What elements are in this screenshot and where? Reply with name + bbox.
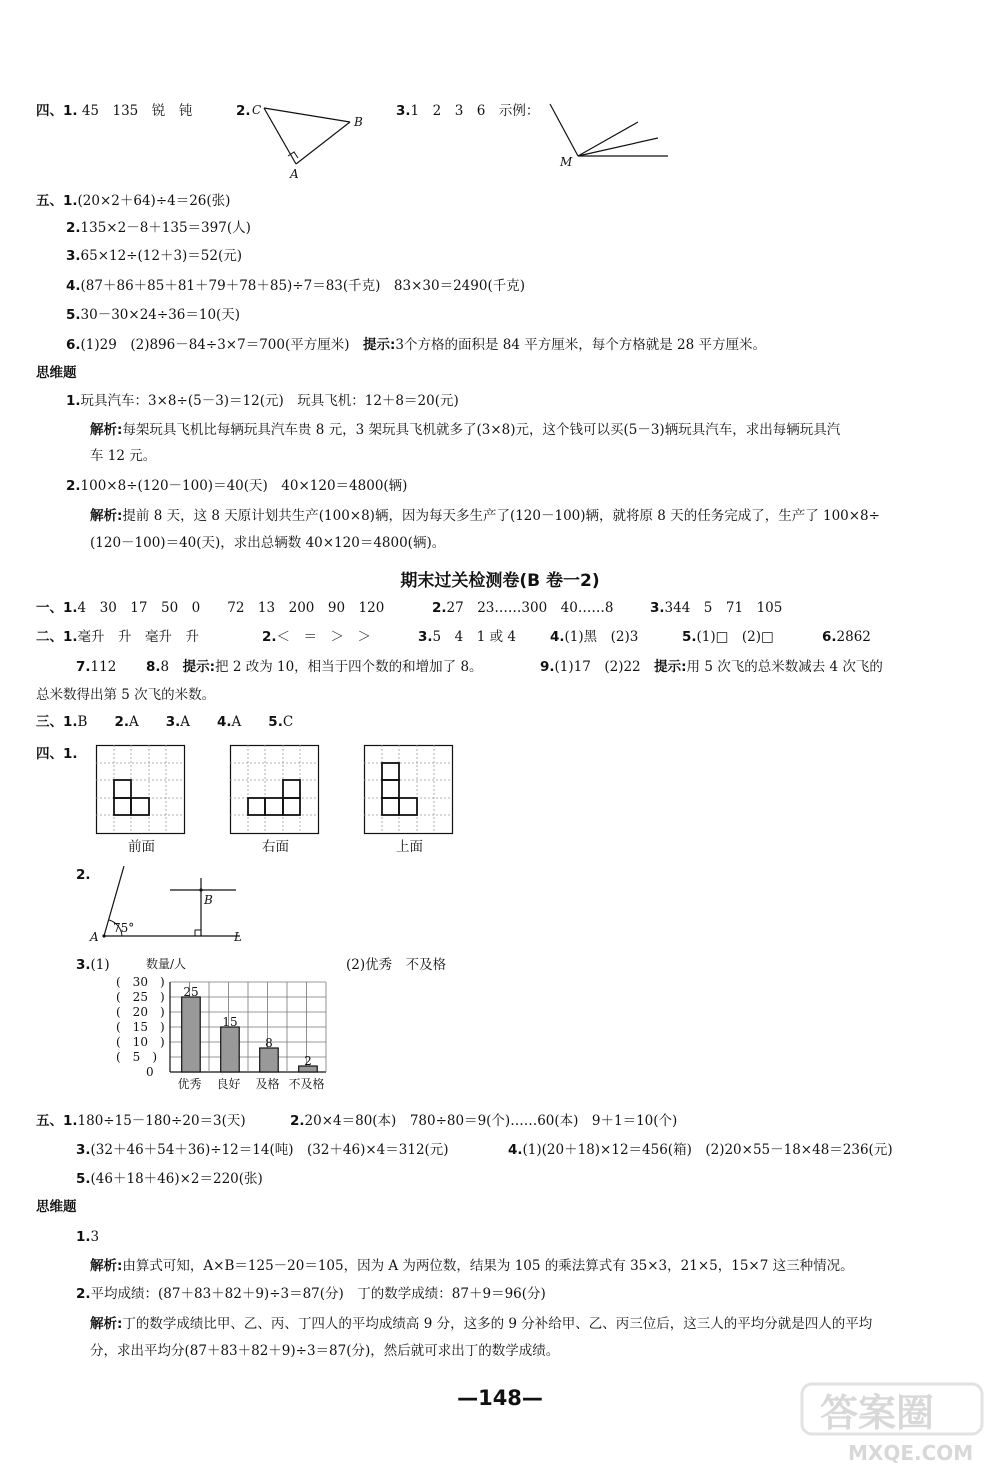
sec4-q3: 3.1 2 3 6 示例： bbox=[396, 103, 540, 119]
b-sec1-q3: 3.344 5 71 105 bbox=[650, 600, 783, 616]
b-sec4-q3: 3.(1) bbox=[76, 957, 110, 973]
bar-及格 bbox=[260, 1048, 279, 1072]
sec5-q2: 2.135×2－8＋135＝397(人) bbox=[66, 220, 251, 236]
sec5-q4: 4.(87＋86＋85＋81＋79＋78＋85)÷7＝83(千克) 83×30＝2490(千克) bbox=[66, 278, 525, 294]
angle-figure bbox=[90, 864, 260, 949]
triangle-figure bbox=[250, 100, 370, 180]
page-number: —148— bbox=[457, 1386, 543, 1410]
y-tick-label: 0 bbox=[146, 1065, 154, 1079]
think2-heading: 思维题 bbox=[36, 1199, 77, 1215]
bar-value-label: 8 bbox=[265, 1036, 273, 1050]
y-tick-label: ( 10 ) bbox=[116, 1035, 165, 1049]
tri-label-c: C bbox=[252, 103, 262, 117]
ray-label-m: M bbox=[560, 155, 573, 169]
think1-q2-explain-cont: (120－100)＝40(天)，求出总辆数 40×120＝4800(辆)。 bbox=[90, 535, 446, 551]
view-top bbox=[364, 745, 454, 840]
b-sec4-q3-part2: (2)优秀 不及格 bbox=[346, 957, 447, 973]
b-sec2-q8: 8.8 提示:把 2 改为 10，相当于四个数的和增加了 8。 bbox=[146, 659, 483, 675]
think2-q2: 2.平均成绩：(87＋83＋82＋9)÷3＝87(分) 丁的数学成绩：87＋9＝96(分) bbox=[76, 1286, 546, 1302]
view-right bbox=[230, 745, 320, 840]
sec5-q3: 3.65×12÷(12＋3)＝52(元) bbox=[66, 248, 243, 264]
think1-q1-explain-cont: 车 12 元。 bbox=[90, 448, 157, 464]
b-sec5-q1: 五、1.180÷15－180÷20＝3(天) bbox=[36, 1113, 246, 1129]
b-sec3: 三、1.B 2.A 3.A 4.A 5.C bbox=[36, 714, 294, 730]
x-category-label: 及格 bbox=[255, 1077, 280, 1091]
view-label-right: 右面 bbox=[262, 839, 289, 855]
think1-heading: 思维题 bbox=[36, 365, 77, 381]
angle-label-l: L bbox=[234, 930, 242, 944]
b-sec4-q2-num: 2. bbox=[76, 867, 91, 883]
bar-chart bbox=[110, 956, 350, 1096]
view-label-front: 前面 bbox=[128, 839, 155, 855]
b-sec2-q6: 6.2862 bbox=[822, 629, 871, 645]
sec4-q2-num: 2. bbox=[236, 103, 251, 119]
x-category-label: 良好 bbox=[216, 1077, 241, 1091]
b-sec5-q4: 4.(1)(20＋18)×12＝456(箱) (2)20×55－18×48＝236(元) bbox=[508, 1142, 893, 1158]
b-sec2-q9-cont: 总米数得出第 5 次飞的米数。 bbox=[36, 687, 216, 703]
bar-value-label: 2 bbox=[304, 1054, 312, 1068]
think2-q1: 1.3 bbox=[76, 1229, 100, 1245]
think2-q1-explain: 解析:由算式可知，A×B＝125－20＝105，因为 A 为两位数，结果为 105 的乘法算式有 35×3，21×5，15×7 这三种情况。 bbox=[90, 1258, 854, 1274]
think1-q1-explain: 解析:每架玩具飞机比每辆玩具汽车贵 8 元，3 架玩具飞机就多了(3×8)元，这个钱可以买(5－3)辆玩具汽车，求出每辆玩具汽 bbox=[90, 422, 841, 438]
sec5-q6: 6.(1)29 (2)896－84÷3×7＝700(平方厘米) 提示:3个方格的面积是 84 平方厘米，每个方格就是 28 平方厘米。 bbox=[66, 337, 767, 353]
angle-label-b: B bbox=[204, 893, 213, 907]
y-tick-label: ( 25 ) bbox=[116, 990, 165, 1004]
think2-q2-explain-cont: 分，求出平均分(87＋83＋82＋9)÷3＝87(分)，然后就可求出丁的数学成绩。 bbox=[90, 1343, 560, 1359]
think1-q1: 1.玩具汽车：3×8÷(5－3)＝12(元) 玩具飞机：12＋8＝20(元) bbox=[66, 393, 459, 409]
b-sec5-q5: 5.(46＋18＋46)×2＝220(张) bbox=[76, 1171, 263, 1187]
bar-良好 bbox=[221, 1027, 240, 1072]
view-front bbox=[96, 745, 186, 840]
b-sec1-q2: 2.27 23……300 40……8 bbox=[432, 600, 614, 616]
b-sec2-q4: 4.(1)黑 (2)3 bbox=[550, 629, 639, 645]
watermark-logo bbox=[800, 1380, 996, 1468]
x-category-label: 不及格 bbox=[288, 1077, 325, 1091]
x-category-label: 优秀 bbox=[177, 1077, 202, 1091]
watermark-url: MXQE.COM bbox=[848, 1441, 974, 1465]
b-sec5-q2: 2.20×4＝80(本) 780÷80＝9(个)……60(本) 9＋1＝10(个) bbox=[290, 1113, 678, 1129]
b-sec4-num: 四、1. bbox=[36, 746, 78, 762]
b-sec2-q2: 2.＜ ＝ ＞ ＞ bbox=[262, 629, 372, 645]
b-sec2-q7: 7.112 bbox=[76, 659, 117, 675]
sec5-q5: 5.30－30×24÷36＝10(天) bbox=[66, 307, 241, 323]
sec4-q1: 四、1. 45 135 锐 钝 bbox=[36, 103, 193, 119]
view-label-top: 上面 bbox=[396, 839, 423, 855]
tri-label-b: B bbox=[354, 115, 363, 129]
think2-q2-explain: 解析:丁的数学成绩比甲、乙、丙、丁四人的平均成绩高 9 分，这多的 9 分补给甲、乙、丙三位后，这三人的平均分就是四人的平均 bbox=[90, 1316, 873, 1332]
think1-q2-explain: 解析:提前 8 天，这 8 天原计划共生产(100×8)辆，因为每天多生产了(120－100)辆，就将原 8 天的任务完成了，生产了 100×8÷ bbox=[90, 508, 880, 524]
chart-ylabel: 数量/人 bbox=[146, 957, 187, 971]
think1-q2: 2.100×8÷(120－100)＝40(天) 40×120＝4800(辆) bbox=[66, 478, 408, 494]
b-sec2-q5: 5.(1)□ (2)□ bbox=[682, 629, 774, 645]
b-sec5-q3: 3.(32＋46＋54＋36)÷12＝14(吨) (32＋46)×4＝312(元) bbox=[76, 1142, 449, 1158]
bar-优秀 bbox=[182, 997, 201, 1072]
exam-title: 期末过关检测卷(B 卷一2) bbox=[400, 571, 600, 591]
angle-label-a: A bbox=[90, 930, 99, 944]
y-tick-label: ( 5 ) bbox=[116, 1050, 157, 1064]
sec5-q1: 五、1.(20×2＋64)÷4＝26(张) bbox=[36, 193, 231, 209]
y-tick-label: ( 30 ) bbox=[116, 975, 165, 989]
y-tick-label: ( 20 ) bbox=[116, 1005, 165, 1019]
y-tick-label: ( 15 ) bbox=[116, 1020, 165, 1034]
bar-value-label: 15 bbox=[222, 1015, 238, 1029]
b-sec2-q3: 3.5 4 1 或 4 bbox=[418, 629, 516, 645]
b-sec2-q1: 二、1.毫升 升 毫升 升 bbox=[36, 629, 200, 645]
b-sec2-q9: 9.(1)17 (2)22 提示:用 5 次飞的总米数减去 4 次飞的 bbox=[540, 659, 883, 675]
b-sec1: 一、1.4 30 17 50 0 72 13 200 90 120 bbox=[36, 600, 385, 616]
tri-label-a: A bbox=[290, 167, 299, 181]
bar-value-label: 25 bbox=[183, 985, 199, 999]
rays-figure bbox=[540, 98, 680, 168]
angle-value: 75° bbox=[113, 921, 135, 935]
watermark-text: 答案圈 bbox=[820, 1391, 935, 1435]
